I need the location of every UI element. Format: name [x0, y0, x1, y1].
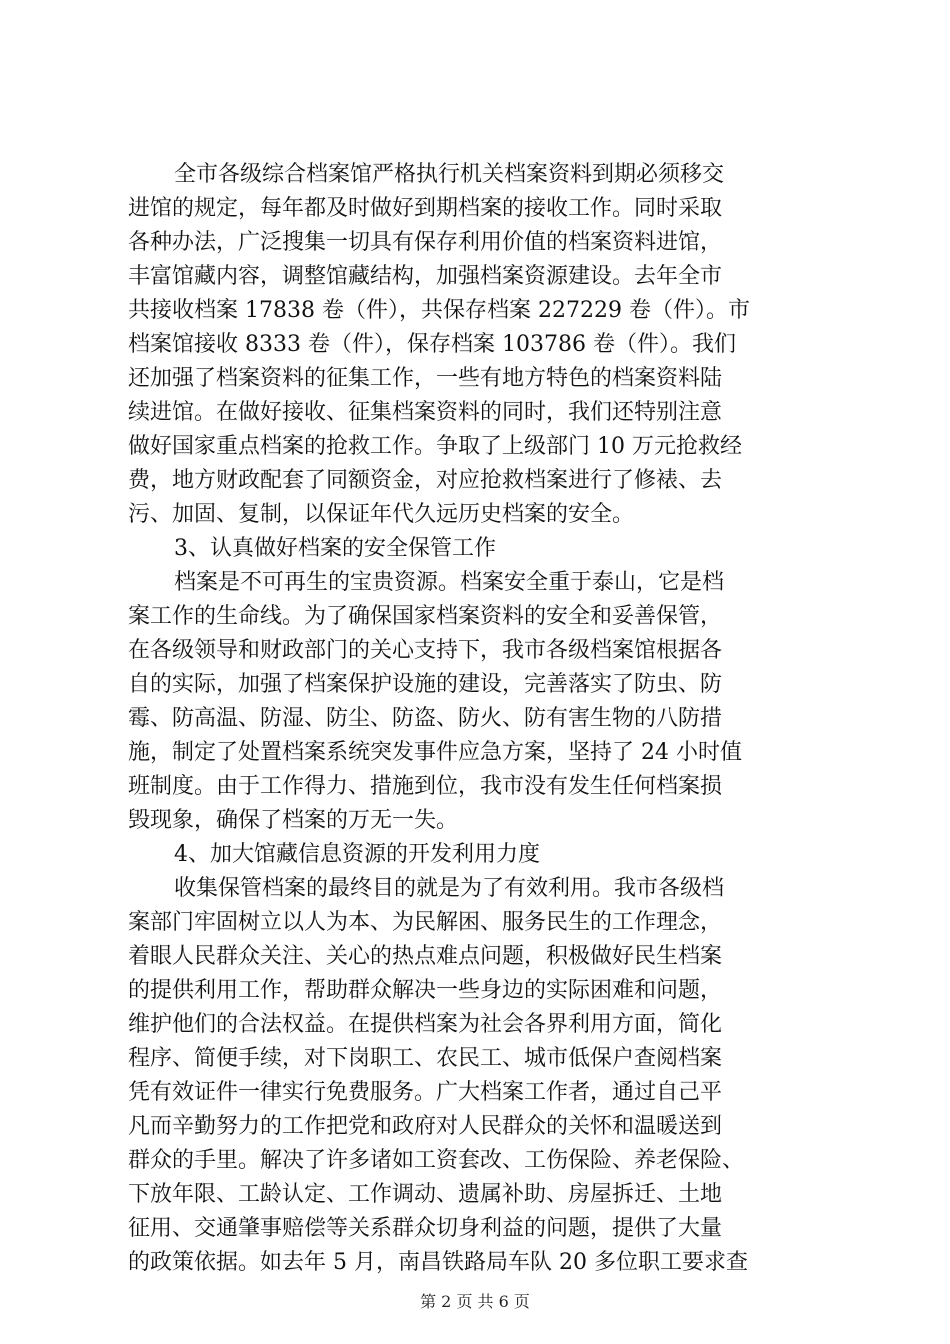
- text-line: 进馆的规定，每年都及时做好到期档案的接收工作。同时采取: [128, 196, 723, 221]
- text-line: 的政策依据。如去年 5 月，南昌铁路局车队 20 多位职工要求查: [128, 1250, 748, 1275]
- text-line: 施，制定了处置档案系统突发事件应急方案，坚持了 24 小时值: [128, 740, 742, 765]
- paragraph-archive-collection: [128, 158, 828, 532]
- text-line: 下放年限、工龄认定、工作调动、遗属补助、房屋拆迁、土地: [128, 1182, 723, 1207]
- text-line: 维护他们的合法权益。在提供档案为社会各界利用方面，简化: [128, 1012, 723, 1037]
- text-line: 全市各级综合档案馆严格执行机关档案资料到期必须移交: [174, 162, 725, 187]
- text-line: 毁现象，确保了档案的万无一失。: [128, 808, 459, 833]
- document-body: [128, 158, 828, 1280]
- text-line: 班制度。由于工作得力、措施到位，我市没有发生任何档案损: [128, 774, 723, 799]
- text-line: 案部门牢固树立以人为本、为民解困、服务民生的工作理念，: [128, 910, 723, 935]
- text-line: 霉、防高温、防湿、防尘、防盗、防火、防有害生物的八防措: [128, 706, 723, 731]
- text-line: 做好国家重点档案的抢救工作。争取了上级部门 10 万元抢救经: [128, 434, 742, 459]
- paragraph-archive-safety: [128, 566, 828, 838]
- text-line: 征用、交通肇事赔偿等关系群众切身利益的问题，提供了大量: [128, 1216, 723, 1241]
- text-line: 的提供利用工作，帮助群众解决一些身边的实际困难和问题，: [128, 978, 723, 1003]
- text-line: 续进馆。在做好接收、征集档案资料的同时，我们还特别注意: [128, 400, 723, 425]
- text-line: 丰富馆藏内容，调整馆藏结构，加强档案资源建设。去年全市: [128, 264, 723, 289]
- text-line: 还加强了档案资料的征集工作，一些有地方特色的档案资料陆: [128, 366, 723, 391]
- paragraph-archive-utilization: [128, 872, 828, 1280]
- text-line: 各种办法，广泛搜集一切具有保存利用价值的档案资料进馆，: [128, 230, 723, 255]
- text-line: 自的实际，加强了档案保护设施的建设，完善落实了防虫、防: [128, 672, 723, 697]
- text-line: 着眼人民群众关注、关心的热点难点问题，积极做好民生档案: [128, 944, 723, 969]
- text-line: 污、加固、复制，以保证年代久远历史档案的安全。: [128, 502, 635, 527]
- text-line: 收集保管档案的最终目的就是为了有效利用。我市各级档: [174, 876, 725, 901]
- text-line: 群众的手里。解决了许多诸如工资套改、工伤保险、养老保险、: [128, 1148, 745, 1173]
- text-line: 档案是不可再生的宝贵资源。档案安全重于泰山，它是档: [174, 570, 725, 595]
- text-line: 在各级领导和财政部门的关心支持下，我市各级档案馆根据各: [128, 638, 723, 663]
- section-heading-safety: 3、认真做好档案的安全保管工作: [174, 536, 496, 561]
- text-line: 档案馆接收 8333 卷（件），保存档案 103786 卷（件）。我们: [128, 332, 736, 357]
- text-line: 程序、简便手续，对下岗职工、农民工、城市低保户查阅档案: [128, 1046, 723, 1071]
- page-number-footer: 第 2 页 共 6 页: [420, 1292, 530, 1311]
- text-line: 凡而辛勤努力的工作把党和政府对人民群众的关怀和温暖送到: [128, 1114, 723, 1139]
- text-line: 凭有效证件一律实行免费服务。广大档案工作者，通过自己平: [128, 1080, 723, 1105]
- section-heading-utilization: 4、加大馆藏信息资源的开发利用力度: [174, 842, 540, 867]
- text-line: 共接收档案 17838 卷（件），共保存档案 227229 卷（件）。市: [128, 298, 750, 323]
- text-line: 费，地方财政配套了同额资金，对应抢救档案进行了修裱、去: [128, 468, 723, 493]
- text-line: 案工作的生命线。为了确保国家档案资料的安全和妥善保管，: [128, 604, 723, 629]
